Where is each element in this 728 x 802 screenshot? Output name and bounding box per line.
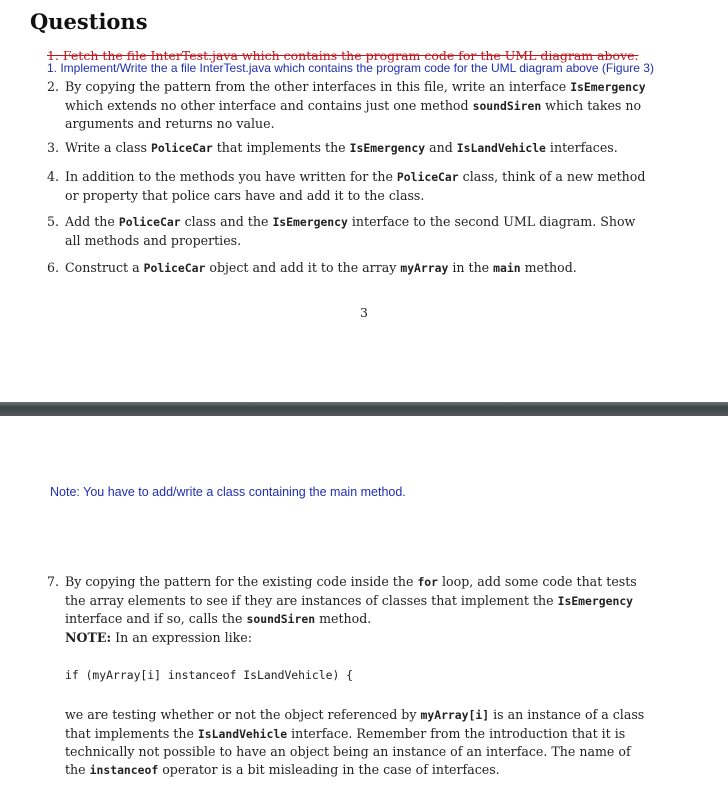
question-item-4	[47, 168, 647, 204]
annotation-item-1: 1. Implement/Write the a file InterTest.java which contains the program code for the UML diagram above (Figure 3)	[47, 61, 654, 75]
code-term: soundSiren	[472, 98, 542, 113]
code-term: IsLandVehicle	[456, 141, 546, 155]
code-term: PoliceCar	[396, 170, 459, 184]
questions-heading: Questions	[30, 9, 148, 34]
note-label: NOTE:	[65, 630, 112, 645]
code-term: myArray[i]	[420, 708, 490, 722]
code-term: IsLandVehicle	[197, 726, 288, 741]
code-term: myArray	[400, 261, 449, 275]
item-text: Construct a PoliceCar object and add it to the array myArray in the main method.	[65, 260, 577, 275]
code-example: if (myArray[i] instanceof IsLandVehicle) {	[65, 668, 354, 682]
question-item-3	[47, 139, 647, 158]
question-item-7	[47, 573, 647, 629]
note-text: In an expression like:	[111, 630, 252, 645]
note-annotation: Note: You have to add/write a class containing the main method.	[50, 485, 406, 499]
code-term: IsEmergency	[349, 141, 426, 155]
item-number: 5.	[47, 214, 60, 229]
code-term: soundSiren	[246, 612, 316, 626]
code-term: for	[417, 575, 439, 589]
code-term: main	[493, 261, 521, 275]
item-number: 1.	[47, 48, 59, 63]
item-text: Add the PoliceCar class and the IsEmergency interface to the second UML diagram. Show all methods and properties.	[65, 214, 636, 248]
code-term: IsEmergency	[557, 593, 634, 608]
item-text: In addition to the methods you have written for the PoliceCar class, think of a new method or property that police cars have and add it to the class.	[65, 169, 646, 203]
code-term: instanceof	[89, 762, 159, 777]
note-paragraph	[65, 630, 252, 645]
code-term: IsEmergency	[272, 215, 348, 229]
code-term: PoliceCar	[143, 261, 206, 275]
page-divider	[0, 402, 728, 416]
item-text: Write a class PoliceCar that implements the IsEmergency and IsLandVehicle interfaces.	[65, 140, 618, 155]
item-text: By copying the pattern for the existing code inside the for loop, add some code that tests the array elements to see if they are instances of classes that implement the IsEmergency interface and if so, calls the soundSiren method.	[65, 574, 637, 626]
explanation-paragraph: we are testing whether or not the object referenced by myArray[i] is an instance of a class that implements the IsLandVehicle interface. Remember from the introduction that it is technically not possible to have an object being an instance of an interface. The name of the instanceof operator is a bit misleading in the case of interfaces.	[65, 707, 645, 777]
item-number: 4.	[47, 169, 60, 184]
question-item-6	[47, 259, 647, 278]
code-term: PoliceCar	[150, 141, 213, 155]
code-term: PoliceCar	[118, 215, 181, 229]
question-item-2	[47, 78, 647, 133]
item-text: By copying the pattern from the other interfaces in this file, write an interface IsEmergency which extends no other interface and contains just one method soundSiren which takes no arguments and returns no value.	[65, 79, 646, 131]
item-number: 6.	[47, 260, 60, 275]
struck-out-text: Fetch the file InterTest.java which contains the program code for the UML diagram above.	[62, 48, 639, 63]
code-term: IsEmergency	[570, 80, 646, 94]
item-number: 7.	[47, 574, 60, 589]
question-item-5	[47, 213, 647, 249]
item-number: 2.	[47, 79, 60, 94]
page-number: 3	[360, 305, 368, 320]
item-number: 3.	[47, 140, 60, 155]
